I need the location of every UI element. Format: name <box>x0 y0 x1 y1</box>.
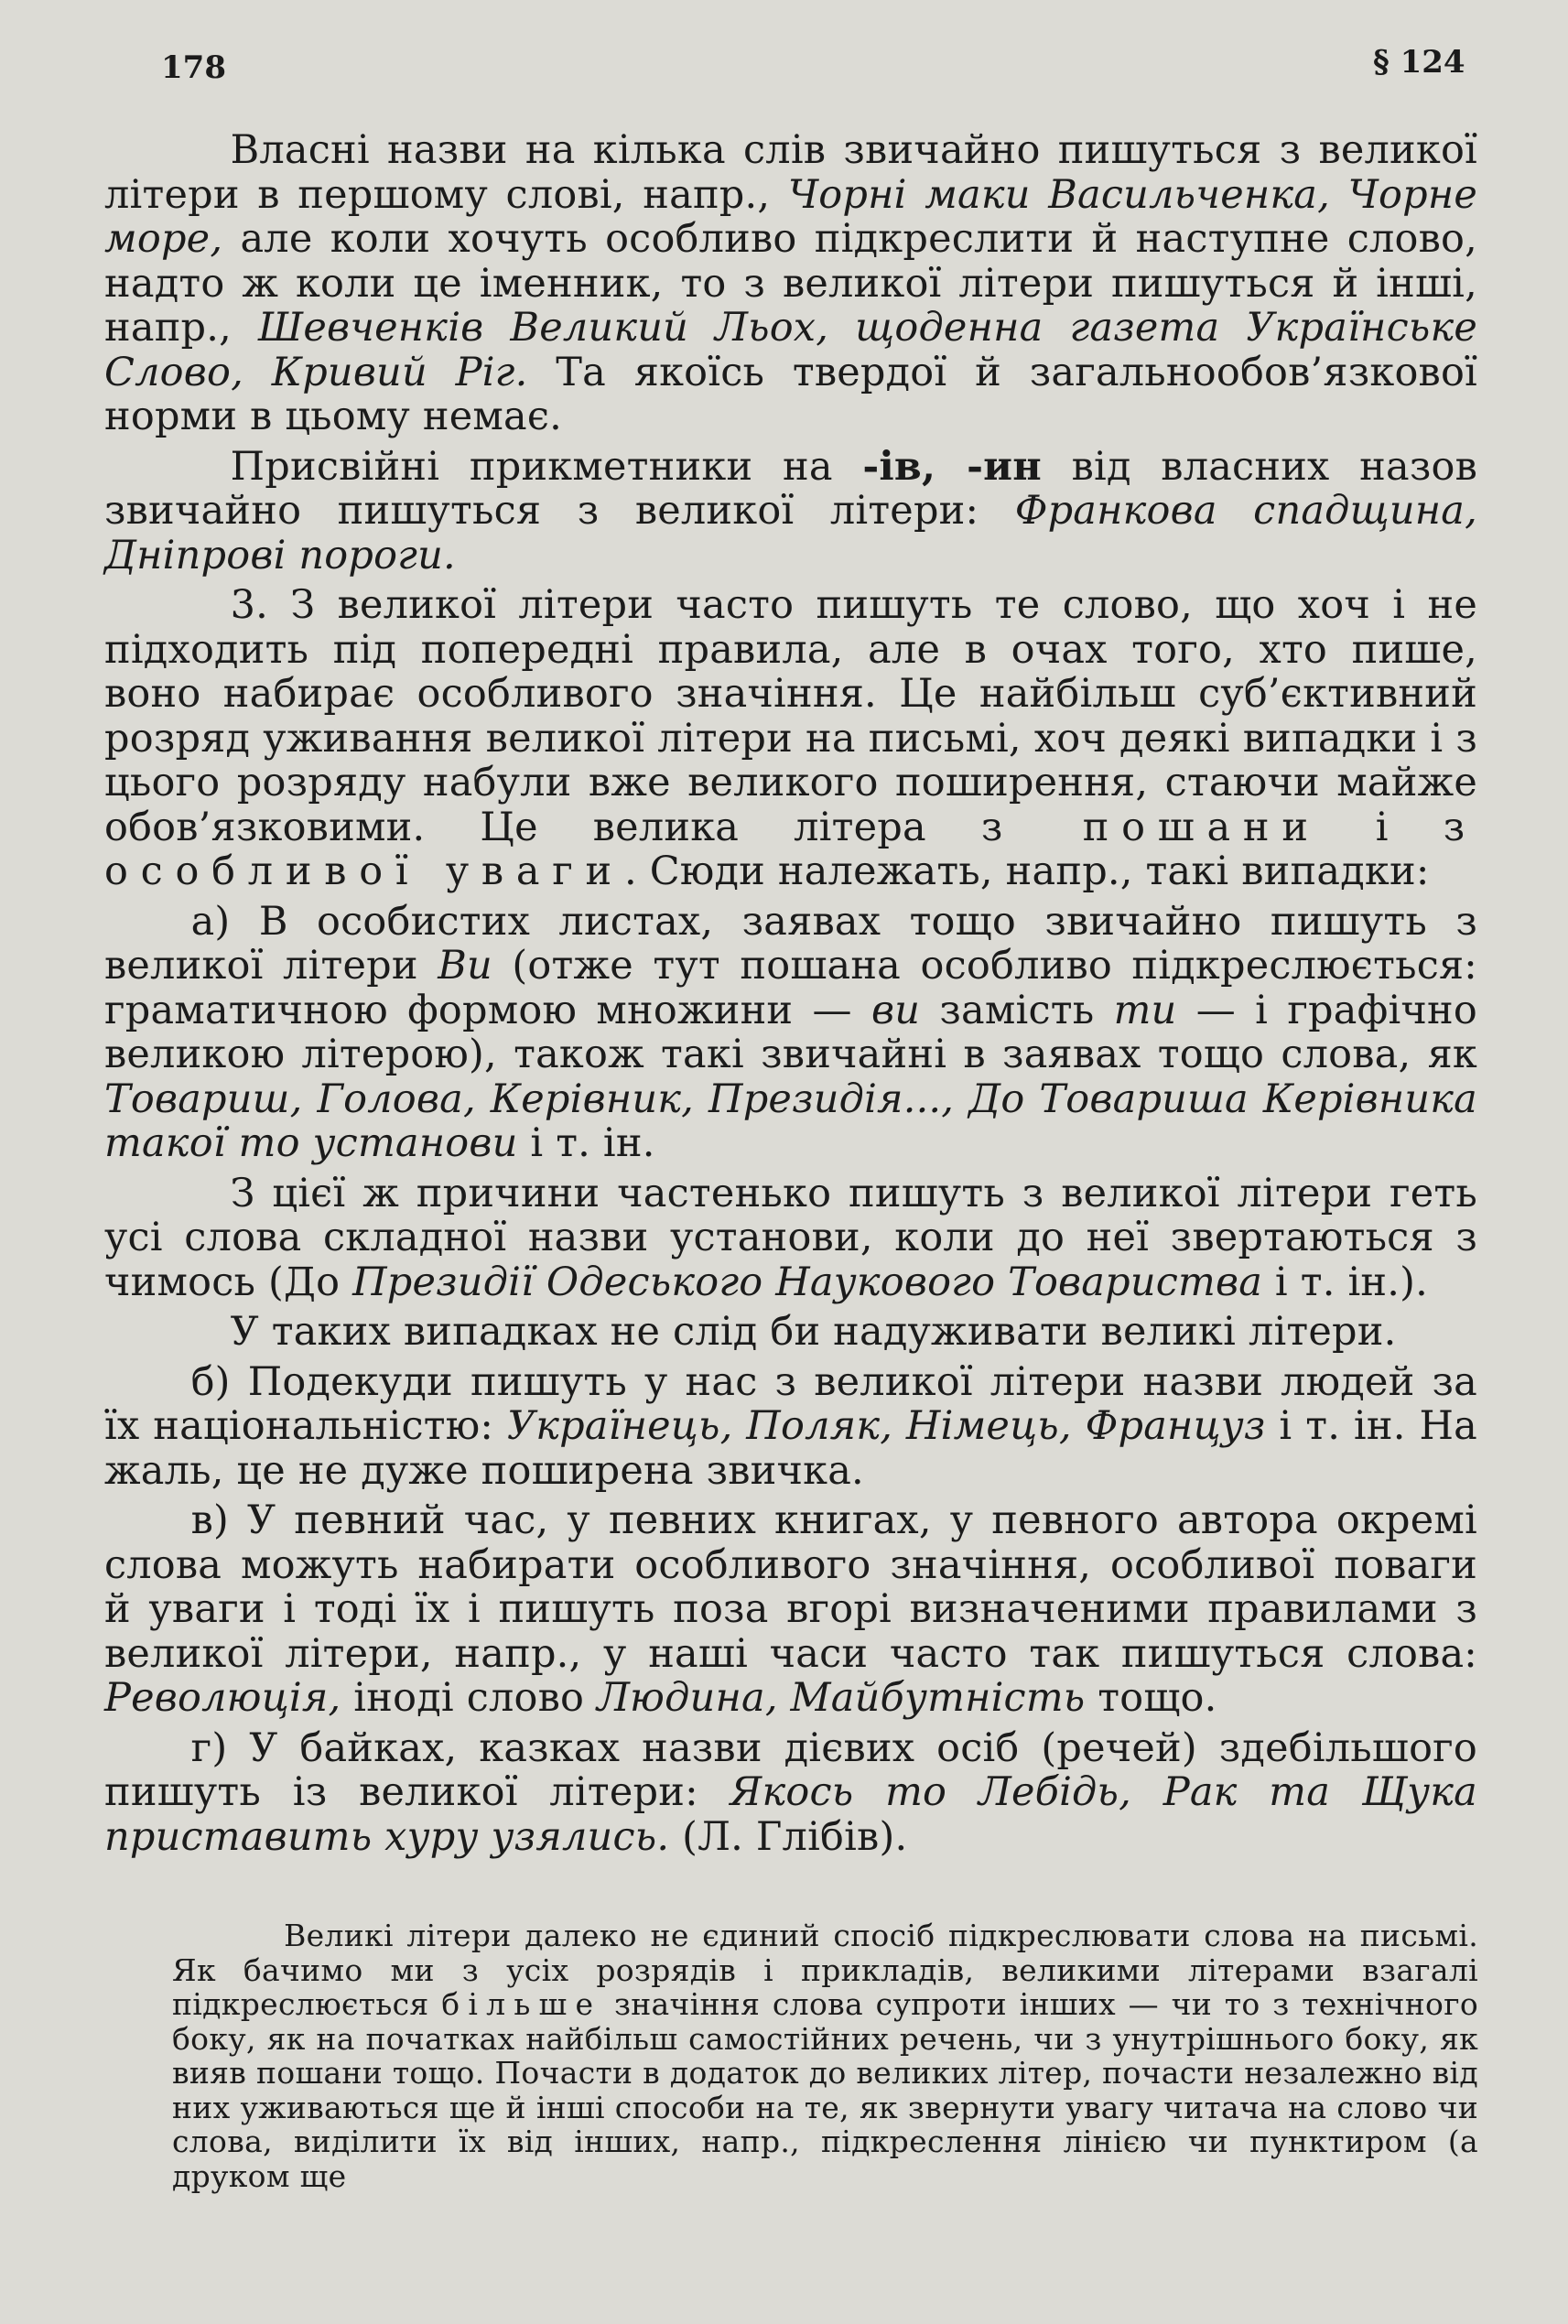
page-number: 178 <box>161 49 226 86</box>
paragraph-case-a: а) В особистих листах, заявах тощо звичайно пишуть з великої літери Ви (отже тут пошана особливо підкреслюється: граматичною формою множини — ви замість ти — і графічно великою літерою), також такі звичайні в заявах тощо слова, як Товариш, Голова, Керівник, Президія..., До Товариша Керівника такої то установи і т. ін. <box>104 898 1478 1166</box>
paragraph-case-d: г) У байках, казках назви дієвих осіб (речей) здебільшого пишуть із великої літери: Якось то Лебідь, Рак та Щука приставить хуру узялись. (Л. Глібів). <box>104 1724 1477 1860</box>
paragraph-case-c: в) У певний час, у певних книгах, у певного автора окремі слова можуть набирати особливого значіння, особливої поваги й уваги і тоді їх і пишуть поза вгорі визначеними правилами з великої літери, напр., у наші часи часто так пишуться слова: Революція, іноді слово Людина, Майбутність тощо. <box>104 1497 1477 1721</box>
section-reference: § 124 <box>1373 44 1465 81</box>
paragraph-case-b: б) Подекуди пишуть у нас з великої літери назви людей за їх національністю: Українець, Поляк, Німець, Француз і т. ін. На жаль, це не дуже поширена звичка. <box>104 1358 1477 1494</box>
paragraph-rule-3: 3. З великої літери часто пишуть те слово, що хоч і не підходить під попередні правила, але в очах того, хто пише, воно набирає особливого значіння. Це найбільш суб’єктивний розряд уживання великої літери на письмі, хоч деякі випадки і з цього розряду набули вже великого поширення, стаючи майже обов’язковими. Це велика літера з пошани і з особливої уваги. Сюди належать, напр., такі випадки: <box>104 582 1477 894</box>
small-print-note <box>172 1919 1478 2193</box>
paragraph-possessive-adjectives: Присвійні прикметники на -ів, -ин від власних назов звичайно пишуться з великої літери: Франкова спадщина, Дніпрові пороги. <box>104 443 1478 578</box>
note-paragraph: Великі літери далеко не єдиний спосіб підкреслювати слова на письмі. Як бачимо ми з усіх розрядів і прикладів, великими літерами взагалі підкреслюється більше значіння слова супроти інших — чи то з технічного боку, як на початках найбільш самостійних речень, чи з унутрішнього боку, як вияв пошани тощо. Почасти в додаток до великих літер, почасти незалежно від них уживаються ще й інші способи на те, як звернути увагу читача на слово чи слова, виділити їх від інших, напр., підкреслення лінією чи пунктиром (а друком ще <box>172 1918 1478 2194</box>
paragraph-proper-names: Власні назви на кілька слів звичайно пишуться з великої літери в першому слові, напр., Чорні маки Васильченка, Чорне море, але коли хочуть особливо підкреслити й наступне слово, надто ж коли це іменник, то з великої літери пишуться й інші, напр., Шевченків Великий Льох, щоденна газета Українське Слово, Кривий Ріг. Та якоїсь твердої й загальнообов’язкової норми в цьому немає. <box>104 127 1478 439</box>
paragraph-warning: У таких випадках не слід би надуживати великі літери. <box>230 1309 1397 1355</box>
paragraph-institution-names: З цієї ж причини частенько пишуть з великої літери геть усі слова складної назви установи, коли до неї звертаються з чимось (До Президії Одеського Наукового Товариства і т. ін.). <box>104 1170 1477 1305</box>
main-text <box>104 128 1477 1859</box>
